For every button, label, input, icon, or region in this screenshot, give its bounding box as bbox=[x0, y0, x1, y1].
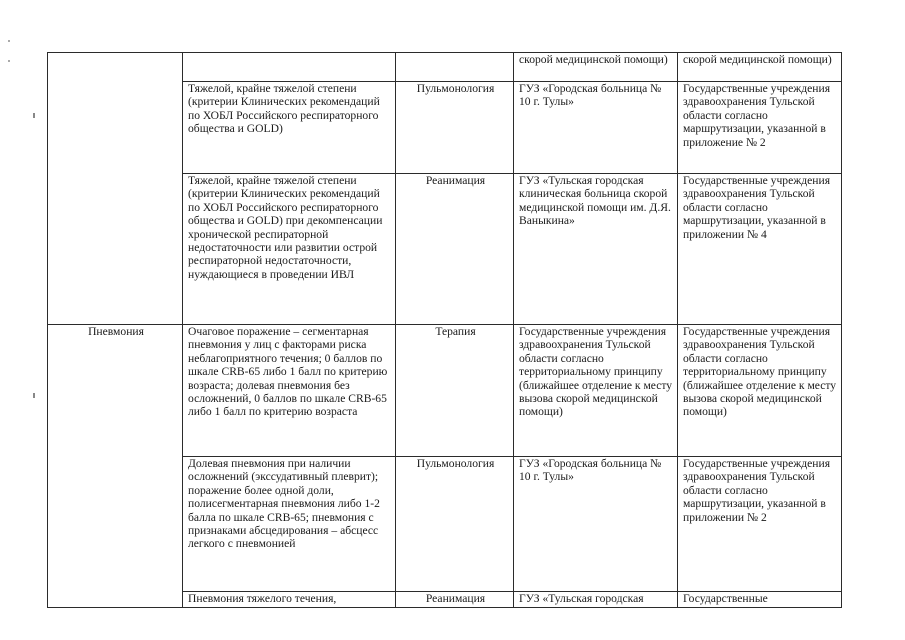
scan-dot bbox=[8, 60, 10, 62]
criteria-cell: Тяжелой, крайне тяжелой степени (критерии Клинических рекомендаций по ХОБЛ Российского респираторного общества и GOLD) при декомпенсации хронической респираторной недостаточности или развитии острой респираторной недостаточности, нуждающиеся в проведении ИВЛ bbox=[183, 174, 396, 325]
criteria-cell: Долевая пневмония при наличии осложнений (экссудативный плеврит); поражение более одной доли, полисегментарная пневмония либо 1-2 балла по шкале CRB-65; пневмония с признаками абсцедирования – абсцесс легкого с пневмонией bbox=[183, 457, 396, 592]
criteria-cell bbox=[183, 53, 396, 82]
org-level1-cell: ГУЗ «Тульская городская клиническая больница скорой медицинской помощи им. Д.Я. Ваныкина» bbox=[514, 174, 678, 325]
profile-cell: Пульмонология bbox=[396, 457, 514, 592]
disease-cell: Пневмония bbox=[48, 325, 183, 608]
org-level1-cell: скорой медицинской помощи) bbox=[514, 53, 678, 82]
org-level2-cell: Государственные учреждения здравоохранения Тульской области согласно маршрутизации, указанной в приложении № 2 bbox=[678, 457, 842, 592]
criteria-cell: Очаговое поражение – сегментарная пневмония у лиц с факторами риска неблагоприятного течения; 0 баллов по шкале CRB-65 либо 1 балл по критерию возраста; долевая пневмония без осложнений, 0 баллов по шкале CRB-65 либо 1 балл по критерию возраста bbox=[183, 325, 396, 457]
scan-mark bbox=[33, 113, 35, 118]
org-level1-cell: ГУЗ «Тульская городская bbox=[514, 592, 678, 608]
profile-cell: Реанимация bbox=[396, 174, 514, 325]
profile-cell bbox=[396, 53, 514, 82]
table-row bbox=[48, 325, 842, 457]
profile-cell: Терапия bbox=[396, 325, 514, 457]
disease-cell bbox=[48, 53, 183, 325]
org-level2-cell: скорой медицинской помощи) bbox=[678, 53, 842, 82]
profile-cell: Реанимация bbox=[396, 592, 514, 608]
scan-dot bbox=[8, 40, 10, 42]
table-row bbox=[48, 53, 842, 82]
criteria-cell: Пневмония тяжелого течения, bbox=[183, 592, 396, 608]
criteria-cell: Тяжелой, крайне тяжелой степени (критерии Клинических рекомендаций по ХОБЛ Российского респираторного общества и GOLD) bbox=[183, 82, 396, 174]
org-level1-cell: ГУЗ «Городская больница № 10 г. Тулы» bbox=[514, 457, 678, 592]
org-level2-cell: Государственные bbox=[678, 592, 842, 608]
org-level1-cell: Государственные учреждения здравоохранения Тульской области согласно территориальному принципу (ближайшее отделение к месту вызова скорой медицинской помощи) bbox=[514, 325, 678, 457]
org-level2-cell: Государственные учреждения здравоохранения Тульской области согласно маршрутизации, указанной в приложение № 2 bbox=[678, 82, 842, 174]
org-level1-cell: ГУЗ «Городская больница № 10 г. Тулы» bbox=[514, 82, 678, 174]
scan-mark bbox=[33, 393, 35, 398]
org-level2-cell: Государственные учреждения здравоохранения Тульской области согласно территориальному принципу (ближайшее отделение к месту вызова скорой медицинской помощи) bbox=[678, 325, 842, 457]
org-level2-cell: Государственные учреждения здравоохранения Тульской области согласно маршрутизации, указанной в приложении № 4 bbox=[678, 174, 842, 325]
profile-cell: Пульмонология bbox=[396, 82, 514, 174]
routing-table bbox=[47, 52, 842, 608]
